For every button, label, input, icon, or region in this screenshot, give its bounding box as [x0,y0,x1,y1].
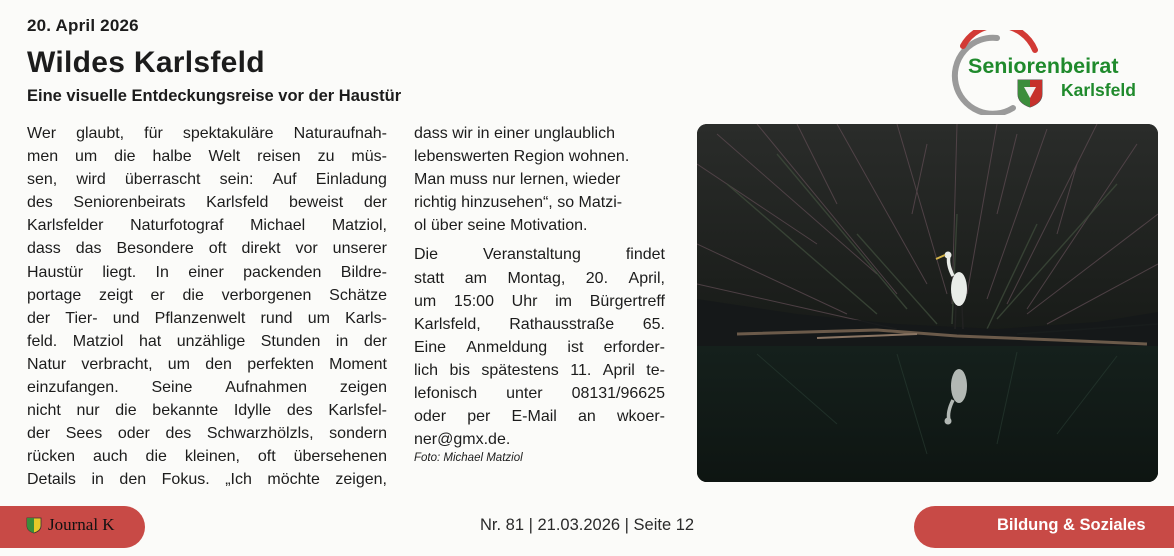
text-line: Natur verbracht, um den perfekten Moment [27,355,387,373]
text-line: Man muss nur lernen, wieder [414,171,621,189]
journal-name: Journal K [48,515,115,534]
text-line: lefonisch unter 08131/96625 [414,385,665,403]
article-subtitle: Eine visuelle Entdeckungsreise vor der Haustür [27,87,402,105]
issue-date: 20. April 2026 [27,16,139,35]
text-line: richtig hinzusehen“, so Matzi- [414,194,623,212]
text-line: rücken auch die kleinen, oft übersehenen [27,448,387,466]
text-line: statt am Montag, 20. April, [414,269,665,287]
article-column-1 [27,122,387,492]
text-line: dass wir in einer unglaublich [414,125,615,142]
text-line: portage zeigt er die verborgenen Schätze [27,286,387,304]
text-line: lich bis spätestens 11. April te- [414,361,665,379]
text-line: Details in den Fokus. „Ich möchte zeigen, [27,471,387,489]
text-line: oder per E-Mail an wkoer- [414,408,665,426]
section-label: Bildung & Soziales [997,516,1146,534]
journal-crest-icon [26,517,42,534]
text-line: lebenswerten Region wohnen. [414,148,630,166]
article-column-2 [414,122,665,451]
text-line: dass das Besondere oft direkt vor unserer [27,240,387,258]
text-line: Eine Anmeldung ist erforder- [414,338,665,356]
text-line: ner@gmx.de. [414,431,511,449]
logo-name-line2: Karlsfeld [1061,80,1136,100]
text-line: der Tier- und Pflanzenwelt rund um Karls- [27,309,387,327]
photo-credit: Foto: Michael Matziol [414,452,523,464]
text-line: Karlsfelder Naturfotograf Michael Matziol, [27,217,387,235]
text-line: Wer glaubt, für spektakuläre Naturaufnah- [27,125,387,142]
text-line: men um die halbe Welt reisen zu müs- [27,148,387,166]
coat-of-arms-icon [1015,78,1045,108]
text-line: nicht nur die bekannte Idylle des Karlsfel- [27,402,387,420]
text-line: Haustür liegt. In einer packenden Bildre- [27,263,387,281]
text-line: einzufangen. Seine Aufnahmen zeigen [27,379,387,397]
egret-photo [697,124,1158,482]
text-line: um 15:00 Uhr im Bürgertreff [414,292,665,310]
seniorenbeirat-logo [935,30,1165,115]
article-title: Wildes Karlsfeld [27,46,265,79]
issue-info: Nr. 81 | 21.03.2026 | Seite 12 [480,516,695,534]
logo-name-line1: Seniorenbeirat [968,54,1119,78]
text-line: feld. Matziol hat unzählige Stunden in der [27,332,387,350]
text-line: der Sees oder des Schwarzhölzls, sondern [27,425,387,443]
text-line: Die Veranstaltung findet [414,246,665,264]
text-line: ol über seine Motivation. [414,217,588,235]
journal-label [26,515,115,535]
text-line: sen, wird überrascht sein: Auf Einladung [27,171,387,189]
text-line: Karlsfeld, Rathausstraße 65. [414,315,665,333]
text-line: des Seniorenbeirats Karlsfeld beweist der [27,194,387,212]
